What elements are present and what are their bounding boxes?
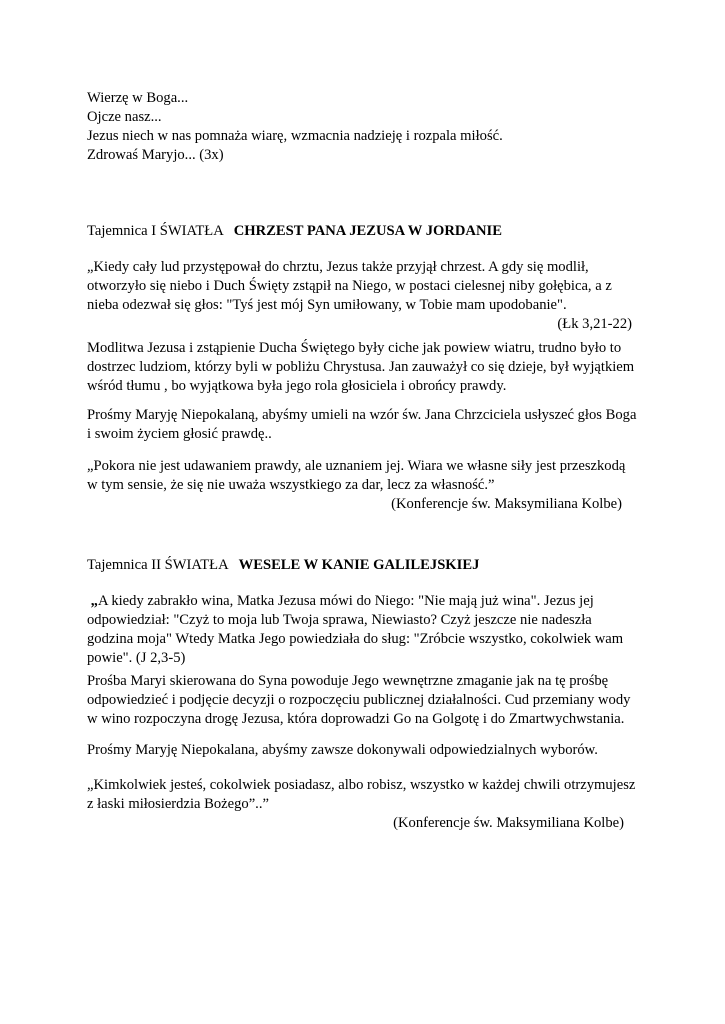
mystery-2-quote	[87, 776, 636, 833]
reflection-line: wśród tłumu , bo wyjątkowa była jego rola głosiciela i obrońcy prawdy.	[87, 378, 507, 394]
mystery-1-heading	[87, 222, 632, 241]
quote-line: w tym sensie, że się nie uważa wszystkiego za dar, lecz za własność.”	[87, 477, 495, 493]
intention-line: Prośmy Maryję Niepokalana, abyśmy zawsze dokonywali odpowiedzialnych wyborów.	[87, 742, 598, 758]
mystery-2-intention	[87, 741, 632, 760]
scripture-line: „Kiedy cały lud przystępował do chrztu, Jezus także przyjął chrzest. A gdy się modlił,	[87, 259, 589, 275]
scripture-line: godzina moja" Wtedy Matka Jego powiedziała do sług: "Zróbcie wszystko, cokolwiek wam	[87, 631, 624, 647]
prayer-line: Ojcze nasz...	[87, 109, 162, 125]
mystery-2-reflection	[87, 672, 632, 729]
mystery-1-scripture	[87, 258, 632, 334]
prayer-line: Jezus niech w nas pomnaża wiarę, wzmacnia nadzieję i rozpala miłość.	[87, 128, 503, 144]
quote-line: „Pokora nie jest udawaniem prawdy, ale uznaniem jej. Wiara we własne siły jest przeszkodą	[87, 458, 626, 474]
reflection-line: odpowiedzieć i podjęcie decyzji o rozpoczęciu publicznej działalności. Cud przemiany wody	[87, 692, 631, 708]
scripture-line: powie". (J 2,3-5)	[87, 650, 186, 666]
intention-line: i swoim życiem głosić prawdę..	[87, 426, 272, 442]
mystery-2-label: Tajemnica II ŚWIATŁA	[87, 557, 229, 573]
scripture-line: otworzyło się niebo i Duch Święty zstąpił na Niego, w postaci cielesnej niby gołębica, a z	[87, 278, 612, 294]
quote-source: (Konferencje św. Maksymiliana Kolbe)	[391, 496, 622, 512]
mystery-1-quote	[87, 457, 632, 514]
opening-prayers	[87, 89, 632, 165]
scripture-reference: (Łk 3,21-22)	[557, 316, 632, 332]
prayer-line: Zdrowaś Maryjo... (3x)	[87, 147, 224, 163]
prayer-line: Wierzę w Boga...	[87, 90, 189, 106]
quote-line: z łaski miłosierdzia Bożego”..”	[87, 796, 269, 812]
reflection-line: Modlitwa Jezusa i zstąpienie Ducha Świętego były ciche jak powiew wiatru, trudno było to	[87, 340, 622, 356]
mystery-1-label: Tajemnica I ŚWIATŁA	[87, 223, 224, 239]
mystery-1-intention	[87, 406, 637, 444]
quote-line: „Kimkolwiek jesteś, cokolwiek posiadasz, albo robisz, wszystko w każdej chwili otrzymujesz	[87, 777, 636, 793]
scripture-line: „A kiedy zabrakło wina, Matka Jezusa mówi do Niego: "Nie mają już wina". Jezus jej	[90, 593, 594, 609]
mystery-1-title: CHRZEST PANA JEZUSA W JORDANIE	[233, 223, 502, 239]
reflection-line: w wino rozpoczyna drogę Jezusa, która doprowadzi Go na Golgotę i do Zmartwychwstania.	[87, 711, 625, 727]
quote-source: (Konferencje św. Maksymiliana Kolbe)	[393, 815, 624, 831]
scripture-line: nieba odezwał się głos: "Tyś jest mój Syn umiłowany, w Tobie mam upodobanie".	[87, 297, 567, 313]
mystery-1-reflection	[87, 339, 635, 396]
opening-quote-mark: „	[90, 593, 98, 609]
mystery-2-scripture	[87, 592, 632, 668]
reflection-line: Prośba Maryi skierowana do Syna powoduje Jego wewnętrzne zmaganie jak na tę prośbę	[87, 673, 609, 689]
scripture-line: odpowiedział: "Czyż to moja lub Twoja sprawa, Niewiasto? Czyż jeszcze nie nadeszła	[87, 612, 592, 628]
intention-line: Prośmy Maryję Niepokalaną, abyśmy umieli na wzór św. Jana Chrzciciela usłyszeć głos Boga	[87, 407, 637, 423]
mystery-2-heading	[87, 556, 632, 575]
reflection-line: dostrzec ludziom, którzy byli w pobliżu Chrystusa. Jan zauważył co się dzieje, był wyjątkiem	[87, 359, 635, 375]
mystery-2-title: WESELE W KANIE GALILEJSKIEJ	[238, 557, 480, 573]
